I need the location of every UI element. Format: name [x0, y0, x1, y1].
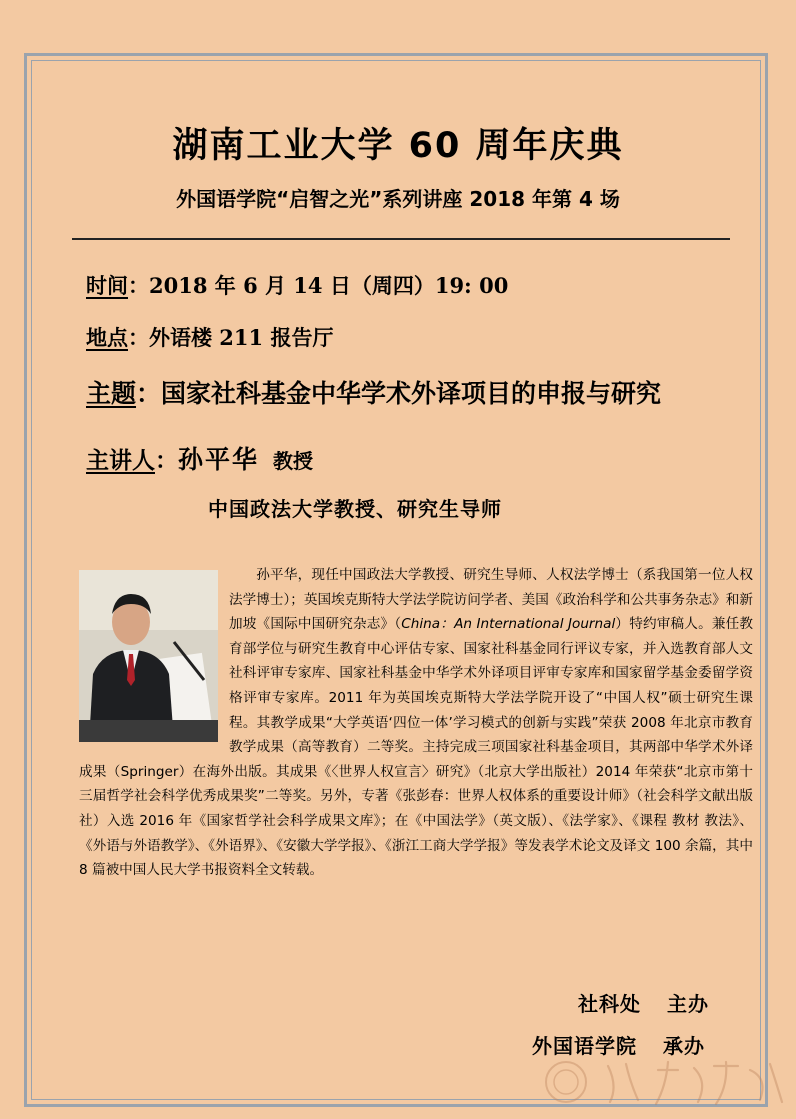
topic-row: [86, 374, 661, 410]
topic-value: 国家社科基金中华学术外译项目的申报与研究: [161, 379, 662, 408]
place-label: 地点: [86, 325, 128, 350]
university-watermark-logo: [538, 1052, 788, 1110]
organizer-org: 外国语学院: [532, 1034, 637, 1058]
topic-label: 主题: [86, 379, 137, 408]
speaker-photo: [79, 570, 218, 742]
colon: ：: [136, 379, 162, 408]
time-value: 2018 年 6 月 14 日（周四）19: 00: [149, 273, 509, 298]
speaker-label: 主讲人: [86, 447, 155, 474]
journal-english-name: China：An International Journal: [401, 616, 616, 633]
place-row: [86, 322, 333, 352]
time-label: 时间: [86, 273, 128, 298]
speaker-rank: 教授: [273, 449, 314, 473]
sponsor-line: [578, 988, 709, 1017]
poster-title: 湖南工业大学 60 周年庆典: [172, 126, 624, 166]
colon: ：: [155, 447, 178, 474]
speaker-row: [86, 440, 313, 476]
speaker-name: 孙平华: [178, 445, 260, 474]
poster-subtitle: 外国语学院“启智之光”系列讲座 2018 年第 4 场: [176, 187, 620, 211]
organizer-role: 承办: [663, 1034, 705, 1058]
speaker-affiliation: 中国政法大学教授、研究生导师: [208, 497, 502, 521]
place-value: 外语楼 211 报告厅: [149, 325, 334, 350]
sponsor-role: 主办: [667, 992, 709, 1016]
bio-paragraph: 孙平华，现任中国政法大学教授、研究生导师、人权法学博士（系我国第一位人权法学博士）；英国埃克斯特大学法学院访问学者、美国《政治科学和公共事务杂志》和新加坡《国际中国研究杂志》（China：An International Journal）特约审稿人。兼任教育部学位与研究生教育中心评估专家、国家社科基金同行评议专家，并入选教育部人文社科评审专家库、国家社科基金中华学术外译项目评审专家库和国家留学基金委留学资格评审专家库。2011 年为英国埃克斯特大学法学院开设了“中国人权”硕士研究生课程。其教学成果“大学英语‘四位一体’学习模式的创新与实践”荣获 2008 年北京市教育教学成果（高等教育）二等奖。主持完成三项国家社科基金项目，其两部中华学术外译成果（Springer）在海外出版。其成果《〈世界人权宣言〉研究》（北京大学出版社）2014 年荣获“北京市第十三届哲学社会科学优秀成果奖”二等奖。另外，专著《张彭春：世界人权体系的重要设计师》（社会科学文献出版社）入选 2016 年《国家哲学社会科学成果文库》；在《中国法学》（英文版）、《法学家》、《课程 教材 教法》、《外语与外语教学》、《外语界》、《安徽大学学报》、《浙江工商大学学报》等发表学术论文及译文 100 余篇，其中 8 篇被中国人民大学书报资料全文转载。: [79, 567, 754, 879]
title-divider: [72, 238, 730, 240]
sponsor-org: 社科处: [578, 992, 641, 1016]
time-row: [86, 270, 508, 300]
colon: ：: [128, 325, 149, 350]
colon: ：: [128, 273, 149, 298]
